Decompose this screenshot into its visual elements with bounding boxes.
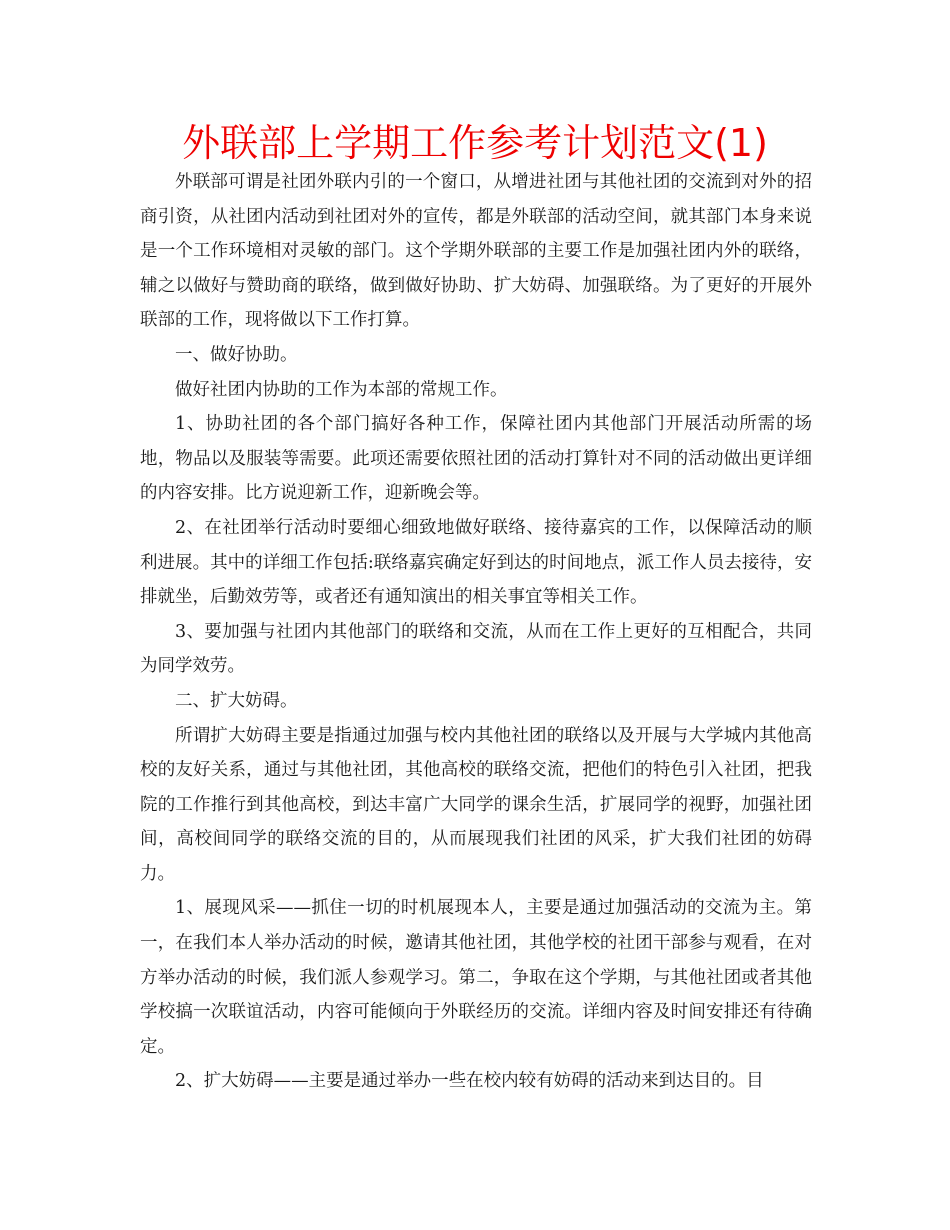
list-item: 1、协助社团的各个部门搞好各种工作，保障社团内其他部门开展活动所需的场地，物品以及服装等需要。此项还需要依照社团的活动打算针对不同的活动做出更详细的内容安排。比方说迎新工作，迎新晚会等。: [140, 414, 812, 504]
list-item: 2、在社团举行活动时要细心细致地做好联络、接待嘉宾的工作，以保障活动的顺利进展。其中的详细工作包括:联络嘉宾确定好到达的时间地点，派工作人员去接待，安排就坐，后勤效劳等，或者还有通知演出的相关事宜等相关工作。: [140, 517, 812, 608]
paragraph: 所谓扩大妨碍主要是指通过加强与校内其他社团的联络以及开展与大学城内其他高校的友好关系，通过与其他社团，其他高校的联络交流，把他们的特色引入社团，把我院的工作推行到其他高校，到达丰富广大同学的课余生活，扩展同学的视野，加强社团间，高校间同学的联络交流的目的，从而展现我们社团的风采，扩大我们社团的妨碍力。: [140, 725, 812, 884]
paragraph-intro: 外联部可谓是社团外联内引的一个窗口，从增进社团与其他社团的交流到对外的招商引资，从社团内活动到社团对外的宣传，都是外联部的活动空间，就其部门本身来说是一个工作环境相对灵敏的部门。这个学期外联部的主要工作是加强社团内外的联络，辅之以做好与赞助商的联络，做到做好协助、扩大妨碍、加强联络。为了更好的开展外联部的工作，现将做以下工作打算。: [140, 172, 812, 331]
document-title: 外联部上学期工作参考计划范文(1): [182, 121, 768, 165]
document-body: [140, 165, 812, 1099]
list-item: 2、扩大妨碍——主要是通过举办一些在校内较有妨碍的活动来到达目的。目: [175, 1071, 764, 1092]
section-heading-1: 一、做好协助。: [175, 344, 298, 365]
list-item: 1、展现风采——抓住一切的时机展现本人，主要是通过加强活动的交流为主。第一，在我们本人举办活动的时候，邀请其他社团，其他学校的社团干部参与观看，在对方举办活动的时候，我们派人参观学习。第二，争取在这个学期，与其他社团或者其他学校搞一次联谊活动，内容可能倾向于外联经历的交流。详细内容及时间安排还有待确定。: [140, 898, 812, 1057]
list-item: 3、要加强与社团内其他部门的联络和交流，从而在工作上更好的互相配合，共同为同学效劳。: [140, 621, 812, 677]
paragraph: 做好社团内协助的工作为本部的常规工作。: [175, 379, 508, 400]
section-heading-2: 二、扩大妨碍。: [175, 690, 298, 711]
